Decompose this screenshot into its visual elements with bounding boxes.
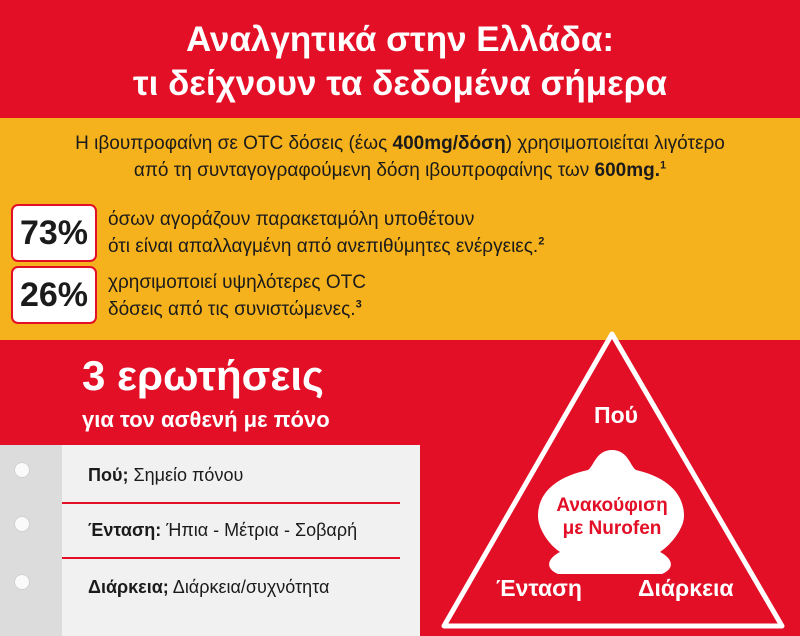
stat-value-box: 26% [11,266,97,324]
question-label: Πού; [88,465,129,485]
header-banner [0,0,800,118]
stat-line1: χρησιμοποιεί υψηλότερες OTC [108,272,366,293]
question-text: Σημείο πόνου [128,465,244,485]
stat-line2: ότι είναι απαλλαγμένη από ανεπιθύμητες ενέργειες. [108,236,539,257]
center-line1: Ανακούφιση [556,495,668,516]
intro-bold1: 400mg/δόση [392,133,506,154]
binder-hole-icon [14,574,30,590]
binder-hole-icon [14,516,30,532]
row-divider [62,557,400,559]
intro-bold2: 600mg. [594,160,661,181]
triangle-label-top: Πού [594,402,639,428]
triangle-label-right: Διάρκεια [638,575,734,601]
triangle-label-left: Ένταση [496,575,582,601]
question-text: Διάρκεια/συχνότητα [168,577,330,597]
questions-subtitle: για τον ασθενή με πόνο [82,407,330,432]
question-row [88,520,357,541]
stat-text [108,206,544,260]
stat-text [108,269,366,323]
intro-part1: Η ιβουπροφαίνη σε OTC δόσεις (έως [75,133,393,154]
stat-value-box: 73% [11,204,97,262]
triangle-diagram [440,330,790,636]
stat-line2: δόσεις από τις συνιστώμενες. [108,299,356,320]
intro-part3: από τη συνταγογραφούμενη δόση ιβουπροφαίνης των [133,160,595,181]
question-row [88,577,329,598]
header-title-line1: Αναλγητικά στην Ελλάδα: [185,20,615,59]
questions-title: 3 ερωτήσεις [82,352,324,399]
question-row [88,465,243,486]
header-title-line2: τι δείχνουν τα δεδομένα σήμερα [133,64,667,103]
question-label: Διάρκεια; [88,577,169,597]
intro-text [0,130,800,184]
binder-hole-icon [14,462,30,478]
triangle-center-label [530,494,694,540]
question-text: Ήπια - Μέτρια - Σοβαρή [161,520,358,540]
row-divider [62,502,400,504]
intro-part2: ) χρησιμοποιείται λιγότερο [505,133,725,154]
stat-line1: όσων αγοράζουν παρακεταμόλη υποθέτουν [108,209,475,230]
stat-ref: 3 [355,298,362,311]
stat-ref: 2 [538,235,545,248]
intro-ref: 1 [660,159,667,172]
center-line2: με Nurofen [562,518,662,539]
binder-strip [0,445,62,636]
question-label: Ένταση: [88,520,162,540]
